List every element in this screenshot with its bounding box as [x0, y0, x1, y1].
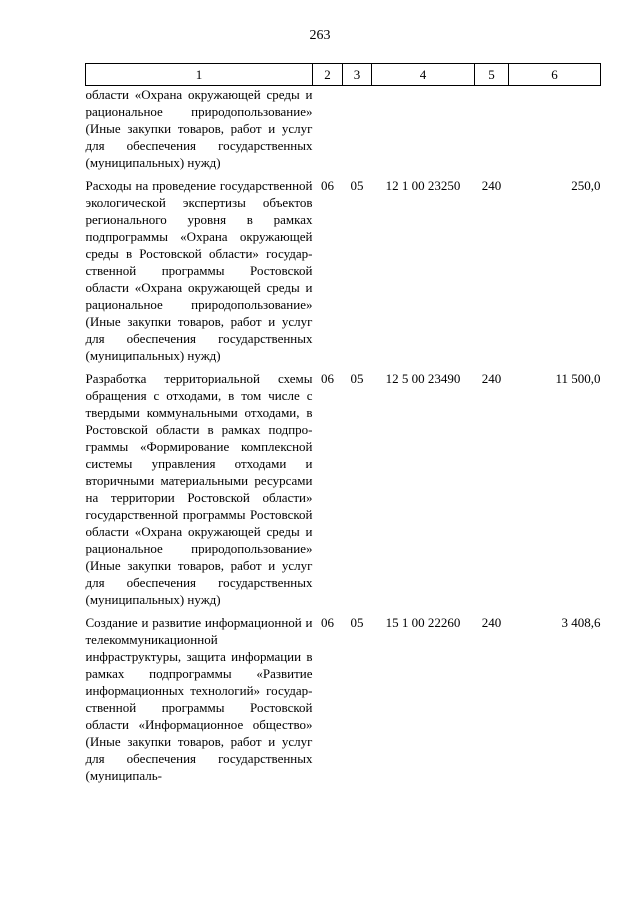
row-subsection: 05 — [350, 371, 364, 386]
row-amount: 3 408,6 — [561, 615, 601, 630]
row-description: Разработка территориальной схемы обращения с отходами, в том числе с твердыми коммунальными отходами, в Ростовской области в рамках подпрограммы «Формирование комплексной системы управления отходами и вторичными материальными ресурсами на территории Ростовской области» государственной программы Ростовской области «Охрана окружающей среды и рациональное природопользование» (Иные закупки товаров, работ и услуг для обеспечения государственных (муниципальных) нужд) — [85, 371, 313, 607]
row-subsection: 05 — [350, 178, 364, 193]
row-section: 06 — [321, 178, 334, 193]
row-expense-type — [475, 86, 509, 178]
header-col-1: 1 — [86, 64, 313, 86]
row-target-article: 12 1 00 23250 — [385, 178, 461, 193]
row-description: области «Охрана окружающей среды и рациональное природопользование» (Иные закупки товаров, работ и услуг для обеспечения государственных (муниципальных) нужд) — [85, 87, 313, 170]
row-amount: 250,0 — [571, 178, 601, 193]
row-target-article — [372, 86, 475, 178]
table-row — [86, 370, 601, 614]
row-subsection — [343, 86, 372, 178]
row-target-article: 12 5 00 23490 — [385, 371, 461, 386]
row-amount: 11 500,0 — [555, 371, 601, 386]
header-col-6: 6 — [509, 64, 601, 86]
table-header — [86, 64, 601, 86]
header-col-2: 2 — [313, 64, 343, 86]
page-number: 263 — [309, 28, 331, 43]
budget-table — [85, 63, 601, 790]
row-expense-type: 240 — [481, 178, 502, 193]
header-row — [86, 64, 601, 86]
header-col-4: 4 — [372, 64, 475, 86]
header-col-5: 5 — [475, 64, 509, 86]
row-expense-type: 240 — [481, 371, 502, 386]
row-section: 06 — [321, 371, 334, 386]
row-subsection: 05 — [350, 615, 364, 630]
table-body — [86, 86, 601, 791]
row-section: 06 — [321, 615, 334, 630]
table-row — [86, 177, 601, 370]
row-description: Расходы на проведение государственной экологической экспертизы объектов регионального уровня в рамках подпрограммы «Охрана окружающей среды в Ростовской области» государственной программы Ростовской области «Охрана окружающей среды и рациональное природопользование» (Иные закупки товаров, работ и услуг для обеспечения государственных (муниципальных) нужд) — [85, 178, 313, 363]
table-row — [86, 614, 601, 790]
table-row — [86, 86, 601, 178]
row-target-article: 15 1 00 22260 — [385, 615, 461, 630]
row-description: Создание и развитие информационной и телекоммуникационной инфраструктуры, защита информации в рамках подпрограммы «Развитие информационных технологий» государственной программы Ростовской области «Информационное общество» (Иные закупки товаров, работ и услуг для обеспечения государственных (муниципаль- — [85, 615, 313, 783]
row-section — [313, 86, 343, 178]
row-expense-type: 240 — [481, 615, 502, 630]
header-col-3: 3 — [343, 64, 372, 86]
row-amount — [509, 86, 601, 178]
